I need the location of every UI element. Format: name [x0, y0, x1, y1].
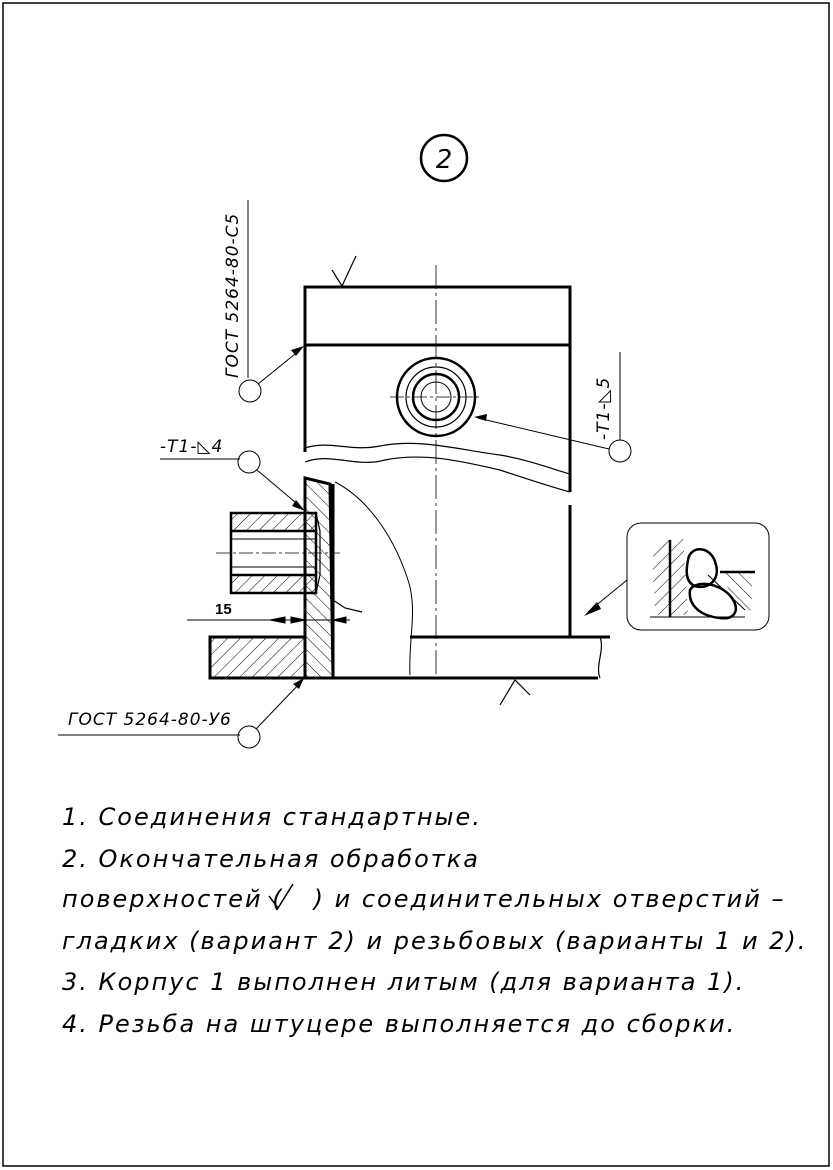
- weld-leader-left: [160, 437, 305, 511]
- view-number-badge: [421, 135, 467, 181]
- weld-leader-top-left: [223, 200, 304, 402]
- notes: [62, 803, 807, 1038]
- left-plate-section: [210, 637, 305, 678]
- note-line-4: гладких (вариант 2) и резьбовых (варианты 1 и 2).: [62, 927, 808, 955]
- weld-right-label: -Т1-◺5: [594, 376, 614, 440]
- weld-leader-right: [474, 352, 631, 462]
- note-line-5: 3. Корпус 1 выполнен литым (для варианта 1).: [62, 968, 746, 996]
- note-line-1: 1. Соединения стандартные.: [62, 803, 482, 831]
- base-plate: [333, 637, 610, 678]
- weld-leader-bottom-left: [58, 678, 304, 748]
- weld-bottom-left-label: ГОСТ 5264-80-У6: [68, 710, 232, 730]
- note-line-6: 4. Резьба на штуцере выполняется до сборки.: [62, 1010, 737, 1038]
- detail-callout: [584, 523, 769, 630]
- view-number: 2: [435, 145, 453, 175]
- weld-top-left-label: ГОСТ 5264-80-С5: [223, 212, 243, 378]
- dimension-value: 15: [215, 601, 232, 618]
- note-line-2: 2. Окончательная обработка: [62, 845, 480, 873]
- weld-left-label: -Т1-◺4: [160, 437, 224, 457]
- note-line-3: поверхностей ( ) и соединительных отверстий –: [62, 885, 786, 913]
